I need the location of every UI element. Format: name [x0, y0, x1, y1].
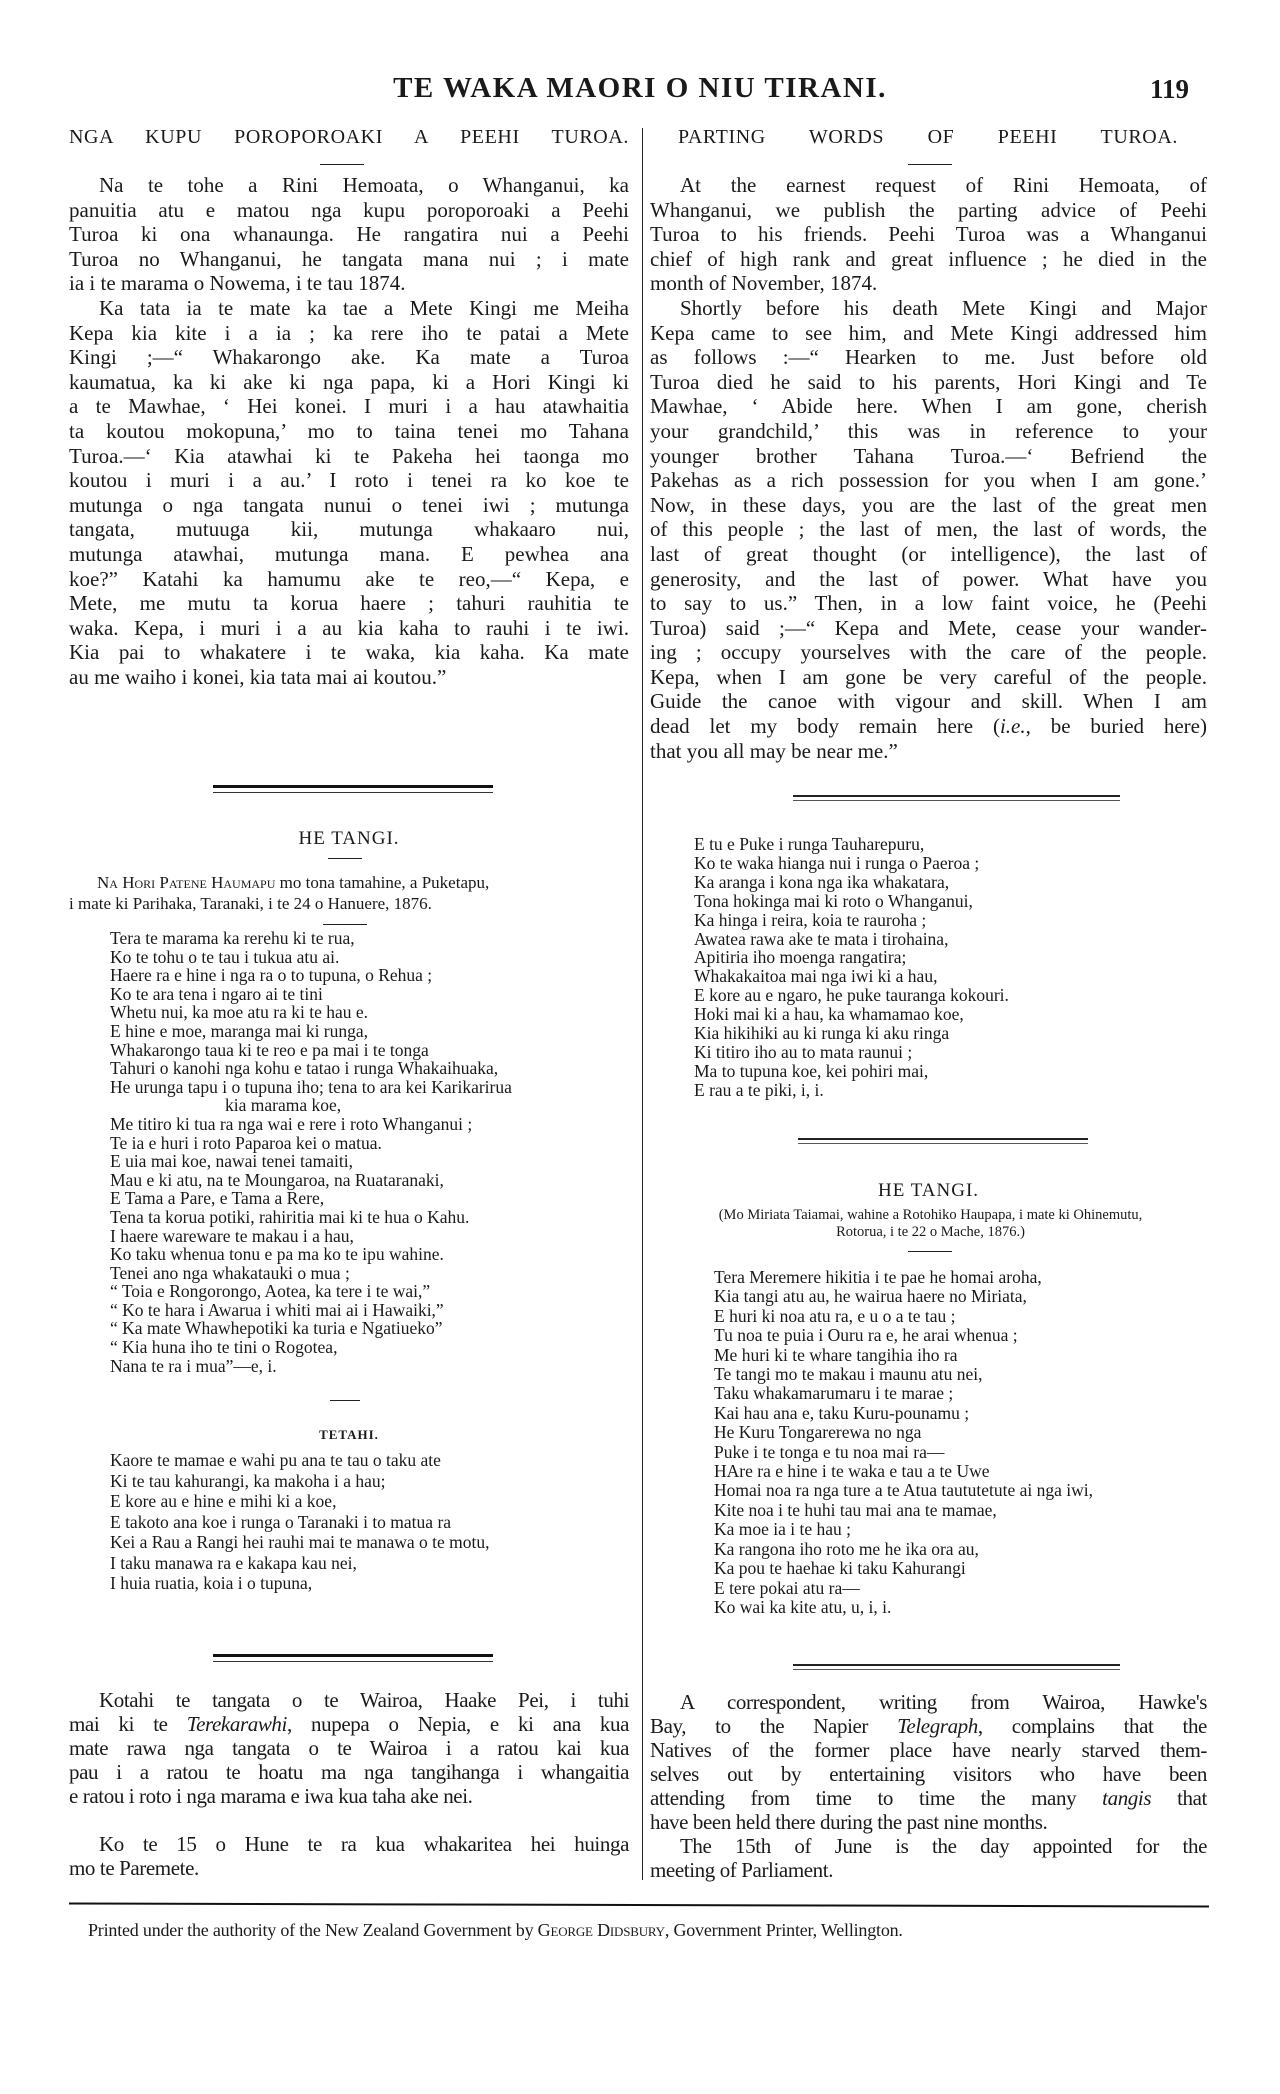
- poem-line: I huia ruatia, koia i o tupuna,: [110, 1573, 313, 1593]
- italic-text: i.e.: [999, 714, 1026, 739]
- short-rule: [908, 164, 952, 165]
- column-divider: [642, 128, 643, 1880]
- text-line: Whanganui, we publish the parting advice of Peehi: [650, 197, 1207, 222]
- section-double-rule: [213, 785, 493, 793]
- text-line: of this people ; the last of men, the last of words, the: [650, 517, 1207, 542]
- poem-line: HAre ra e hine i te waka e tau a te Uwe: [714, 1461, 990, 1482]
- text-line: chief of high rank and great influence ; he died in the: [650, 246, 1207, 271]
- poem-line: E uia mai koe, nawai tenei tamaiti,: [110, 1151, 353, 1172]
- poem-line: Ko wai ka kite atu, u, i, i.: [714, 1596, 892, 1617]
- poem-line: Ki te tau kahurangi, ka makoha i a hau;: [110, 1470, 386, 1491]
- poem-line: Hoki mai ki a hau, ka whamamao koe,: [694, 1004, 964, 1025]
- paragraph: [69, 296, 629, 690]
- article-body-english: [650, 173, 1207, 763]
- poem-subtitle: [652, 1207, 1209, 1241]
- poem-line: I taku manawa ra e kakapa kau nei,: [110, 1552, 357, 1573]
- text-line: mo te Paremete.: [69, 1856, 199, 1880]
- section-double-rule: [793, 795, 1120, 801]
- poem-line: E kore au e hine e mihi ki a koe,: [110, 1491, 337, 1511]
- poem-line: Me titiro ki tua ra nga wai e rere i roto Whanganui ;: [110, 1113, 473, 1134]
- text-line: Turoa died he said to his parents, Hori Kingi and Te: [650, 369, 1207, 394]
- poem-line: Homai noa ra nga ture a te Atua taututetute ai nga iwi,: [714, 1480, 1094, 1501]
- poem-lines: [714, 1268, 1093, 1617]
- masthead-title: TE WAKA MAORI O NIU TIRANI.: [393, 72, 887, 104]
- text-segment: , be buried here): [1025, 714, 1207, 739]
- text-line: mutunga o nga tangata nunui o tenei iwi ; mutunga: [69, 492, 629, 517]
- poem-line: Ma to tupuna koe, kei pohiri mai,: [694, 1060, 929, 1081]
- text-line: [650, 1714, 1207, 1738]
- paragraph: [69, 1832, 629, 1880]
- paragraph: [650, 173, 1207, 296]
- text-line: panuitia atu e matou nga kupu poroporoaki a Peehi: [69, 197, 629, 222]
- text-line: ta koutou mokopuna,’ mo to taina tenei mo Tahana: [69, 418, 629, 443]
- subtitle-text: Rotorua, i te 22 o Mache, 1876.): [836, 1224, 1025, 1240]
- text-line: waka. Kepa, i muri i a au kia kaha to rauhi i te iwi.: [69, 615, 629, 640]
- text-line: as follows :—“ Hearken to me. Just before old: [650, 345, 1207, 370]
- printer-imprint: [88, 1920, 903, 1941]
- paragraph: [650, 296, 1207, 763]
- poem-section-title: TETAHI.: [319, 1427, 379, 1442]
- footer-rule: [69, 1903, 1209, 1908]
- text-line: Kepa kia kite i a ia ; ka rere iho te patai a Mete: [69, 320, 629, 345]
- text-line: e ratou i roto i nga marama e iwa kua taha ake nei.: [69, 1784, 473, 1808]
- text-line: Na te tohe a Rini Hemoata, o Whanganui, ka: [99, 173, 629, 197]
- text-line: Turoa to his friends. Peehi Turoa was a Whanganui: [650, 222, 1207, 247]
- paragraph: [69, 1688, 629, 1808]
- poem-line: E Tama a Pare, e Tama a Rere,: [110, 1188, 325, 1209]
- poem-line: Ko te tohu o te tau i tukua atu ai.: [110, 946, 340, 967]
- text-line: [69, 1712, 629, 1736]
- poem-line: E tu e Puke i runga Tauharepuru,: [694, 834, 925, 854]
- notice-english: [650, 1690, 1207, 1882]
- text-line: that you all may be near me.”: [650, 738, 898, 763]
- text-line: Natives of the former place have nearly starved them-: [650, 1738, 1207, 1762]
- text-segment: , nupepa o Nepia, e ki ana kua: [286, 1712, 629, 1736]
- poem-line: Nana te ra i mua”—e, i.: [110, 1355, 277, 1376]
- poem-line: Kite noa i te huhi tau mai ana te mamae,: [714, 1499, 997, 1520]
- text-line: Shortly before his death Mete Kingi and Major: [680, 295, 1207, 320]
- poem-line: Whakakaitoa mai nga iwi ki a hau,: [694, 966, 938, 987]
- text-line: mate rawa nga tangata o te Wairoa i a ratou kai kua: [69, 1736, 629, 1760]
- text-line: mutunga atawhai, mutunga mana. E pewhea ana: [69, 541, 629, 566]
- poem-line: Kei a Rau a Rangi hei rauhi mai te manawa o te motu,: [110, 1532, 490, 1552]
- poem-line: E hine e moe, maranga mai ki runga,: [110, 1020, 369, 1041]
- poem-lines: [110, 929, 512, 1375]
- article-heading-english: PARTING WORDS OF PEEHI TUROA.: [678, 126, 1178, 148]
- poem-line: Te ia e huri i roto Paparoa kei o matua.: [110, 1132, 382, 1153]
- text-segment: mai ki te: [69, 1712, 187, 1736]
- text-line: selves out by entertaining visitors who have been: [650, 1762, 1207, 1786]
- text-line: Turoa) said ;—“ Kepa and Mete, cease your wander-: [650, 615, 1207, 640]
- poem-author: Na Hori Patene Haumapu: [97, 873, 276, 892]
- poem-line: Kaore te mamae e wahi pu ana te tau o taku ate: [110, 1450, 441, 1470]
- poem-line: Whetu nui, ka moe atu ra ki te hau e.: [110, 1002, 369, 1023]
- poem-line: Apitiria iho moenga rangatira;: [694, 947, 907, 968]
- poem-line: Ko te waka hianga nui i runga o Paeroa ;: [694, 852, 980, 873]
- text-segment: dead let my body remain here (: [650, 714, 1000, 739]
- text-segment: that: [1151, 1786, 1207, 1810]
- text-line: Kepa came to see him, and Mete Kingi addressed him: [650, 320, 1207, 345]
- text-line: Turoa.—‘ Kia atawhai ki te Pakeha hei taonga mo: [69, 443, 629, 468]
- poem-line: Ka pou te haehae ki taku Kahurangi: [714, 1558, 966, 1579]
- text-line: tangata, mutuuga kii, mutunga whakaaro nui,: [69, 517, 629, 542]
- poem-lines: [110, 1450, 490, 1594]
- section-double-rule: [798, 1138, 1088, 1144]
- text-line: last of great thought (or intelligence), the last of: [650, 541, 1207, 566]
- page-number: 119: [1150, 74, 1190, 104]
- poem-line: Me huri ki te whare tangihia iho ra: [714, 1344, 958, 1365]
- subtitle-text: (Mo Miriata Taiamai, wahine a Rotohiko Haupapa, i mate ki Ohinemutu,: [718, 1207, 1143, 1223]
- poem-line: kia marama koe,: [225, 1095, 342, 1116]
- text-line: Mete, me mutu ta korua haere ; tahuri rauhitia te: [69, 591, 629, 616]
- poem-line: I haere wareware te makau i a hau,: [110, 1225, 354, 1246]
- poem-line: Puke i te tonga e tu noa mai ra—: [714, 1441, 945, 1462]
- poem-line: Ki titiro iho au to mata raunui ;: [694, 1041, 913, 1062]
- text-line: Ko te 15 o Hune te ra kua whakaritea hei huinga: [99, 1832, 629, 1856]
- poem-line: Tera te marama ka rerehu ki te rua,: [110, 928, 355, 948]
- paragraph: [69, 173, 629, 296]
- text-line: Ka tata ia te mate ka tae a Mete Kingi me Meiha: [99, 295, 629, 320]
- poem-line: Whakarongo taua ki te reo e pa mai i te tonga: [110, 1039, 429, 1060]
- short-rule: [330, 1400, 360, 1401]
- poem-line: Awatea rawa ake te mata i tirohaina,: [694, 928, 949, 949]
- text-line: [650, 714, 1207, 739]
- text-line: koe?” Katahi ka hamumu ake te reo,—“ Kepa, e: [69, 566, 629, 591]
- imprint-text: Printed under the authority of the New Zealand Government by: [88, 1920, 538, 1940]
- poem-title: HE TANGI.: [877, 1180, 980, 1201]
- section-double-rule: [793, 1664, 1120, 1670]
- printer-name: George Didsbury: [537, 1920, 665, 1940]
- poem-line: Taku whakamarumaru i te marae ;: [714, 1383, 954, 1404]
- text-line: [69, 1688, 629, 1712]
- poem-line: E tere pokai atu ra—: [714, 1577, 860, 1598]
- text-line: Now, in these days, you are the last of the great men: [650, 492, 1207, 517]
- article-body-maori: [69, 173, 629, 689]
- text-line: ia i te marama o Nowema, i te tau 1874.: [69, 271, 406, 296]
- text-line: your grandchild,’ this was in reference to your: [650, 418, 1207, 443]
- italic-text: Terekarawhi: [186, 1712, 287, 1736]
- poem-line: Tu noa te puia i Ouru ra e, he arai whenua ;: [714, 1325, 1018, 1346]
- text-line: A correspondent, writing from Wairoa, Hawke's: [680, 1690, 1207, 1714]
- poem-line: E huri ki noa atu ra, e u o a te tau ;: [714, 1305, 956, 1326]
- short-rule: [320, 164, 364, 165]
- paragraph: [650, 1690, 1207, 1834]
- text-line: have been held there during the past nine months.: [650, 1810, 1048, 1834]
- poem-line: E rau a te piki, i, i.: [694, 1079, 824, 1100]
- text-segment: Bay, to the Napier: [650, 1714, 898, 1738]
- paragraph: [650, 1834, 1207, 1882]
- text-line: a te Mawhae, ‘ Hei konei. I muri i a hau atawhaitia: [69, 394, 629, 419]
- text-line: ing ; occupy yourselves with the care of the people.: [650, 640, 1207, 665]
- notice-maori: [69, 1688, 629, 1880]
- text-line: Turoa ki ona whanaunga. He rangatira nui a Peehi: [69, 222, 629, 247]
- poem-line: “ Toia e Rongorongo, Aotea, ka tere i te wai,”: [110, 1281, 431, 1302]
- short-rule: [328, 858, 362, 859]
- poem-line: Ka rangona iho roto me he ika ora au,: [714, 1538, 979, 1559]
- text-line: kaumatua, ka ki ake ki nga papa, ki a Hori Kingi ki: [69, 369, 629, 394]
- section-double-rule: [213, 1654, 493, 1662]
- poem-line: Haere ra e hine i nga ra o to tupuna, o Rehua ;: [110, 965, 433, 986]
- poem-line: Kia tangi atu au, he wairua haere no Miriata,: [714, 1286, 1027, 1307]
- text-line: younger brother Tahana Turoa.—‘ Befriend the: [650, 443, 1207, 468]
- poem-line: He urunga tapu i o tupuna iho; tena to ara kei Karikarirua: [110, 1076, 512, 1097]
- text-segment: , complains that the: [977, 1714, 1207, 1738]
- text-line: au me waiho i konei, kia tata mai ai koutou.”: [69, 664, 447, 689]
- italic-text: Telegraph: [897, 1714, 978, 1738]
- poem-line: Tera Meremere hikitia i te pae he homai aroha,: [714, 1267, 1042, 1287]
- text-line: Mawhae, ‘ Abide here. When I am gone, cherish: [650, 394, 1207, 419]
- poem-line: Ka aranga i kona nga ika whakatara,: [694, 871, 950, 892]
- poem-line: Ko te ara tena i ngaro ai te tini: [110, 983, 323, 1004]
- poem-line: Tenei ano nga whakatauki o mua ;: [110, 1262, 350, 1283]
- poem-lines-continued: [694, 835, 1009, 1100]
- italic-text: tangis: [1102, 1786, 1152, 1810]
- text-line: Kia pai to whakatere i te waka, kia kaha. Ka mate: [69, 640, 629, 665]
- poem-line: E kore au e ngaro, he puke tauranga kokouri.: [694, 985, 1009, 1006]
- poem-title: HE TANGI.: [298, 828, 400, 849]
- imprint-text: , Government Printer, Wellington.: [664, 1920, 903, 1940]
- poem-line: Te tangi mo te makau i maunu atu nei,: [714, 1364, 983, 1385]
- short-rule: [323, 924, 367, 925]
- text-line: Turoa no Whanganui, he tangata mana nui ; i mate: [69, 246, 629, 271]
- poem-line: Kia hikihiki au ki runga ki aku ringa: [694, 1023, 950, 1044]
- text-line: At the earnest request of Rini Hemoata, of: [680, 173, 1207, 197]
- text-line: Guide the canoe with vigour and skill. When I am: [650, 689, 1207, 714]
- text-line: Pakehas as a rich possession for you when I am gone.’: [650, 468, 1207, 493]
- short-rule: [908, 1251, 952, 1252]
- subtitle-text: i mate ki Parihaka, Taranaki, i te 24 o Hanuere, 1876.: [69, 894, 432, 913]
- text-line: Kepa, when I am gone be very careful of the people.: [650, 664, 1207, 689]
- text-line: koutou i muri i a au.’ I roto i tenei ra ko koe te: [69, 468, 629, 493]
- text-line: [650, 1786, 1207, 1810]
- text-segment: Kotahi te tangata o te Wairoa, Haake Pei, i tuhi: [99, 1688, 629, 1712]
- poem-line: Mau e ki atu, na te Moungaroa, na Ruataranaki,: [110, 1169, 444, 1190]
- poem-line: Ka hinga i reira, koia te rauroha ;: [694, 909, 927, 930]
- text-line: meeting of Parliament.: [650, 1858, 834, 1882]
- text-line: The 15th of June is the day appointed for the: [680, 1834, 1207, 1858]
- poem-line: Tahuri o kanohi nga kohu e tatao i runga Whakaihuaka,: [110, 1058, 499, 1079]
- poem-line: Ka moe ia i te hau ;: [714, 1519, 852, 1540]
- poem-line: E takoto ana koe i runga o Taranaki i to matua ra: [110, 1511, 452, 1532]
- text-segment: attending from time to time the many: [650, 1786, 1103, 1810]
- subtitle-text: mo tona tamahine, a Puketapu,: [275, 873, 490, 892]
- text-line: Kingi ;—“ Whakarongo ake. Ka mate a Turoa: [69, 345, 629, 370]
- text-line: month of November, 1874.: [650, 271, 878, 296]
- text-line: pau i a ratou te hoatu ma nga tangihanga i whangaitia: [69, 1760, 629, 1784]
- article-heading-maori: NGA KUPU POROPOROAKI A PEEHI TUROA.: [69, 126, 629, 148]
- poem-line: “ Ko te hara i Awarua i whiti mai ai i Hawaiki,”: [110, 1299, 444, 1320]
- poem-line: Kai hau ana e, taku Kuru-pounamu ;: [714, 1402, 970, 1423]
- poem-subtitle: [69, 872, 629, 914]
- text-line: to say to us.” Then, in a low faint voice, he (Peehi: [650, 591, 1207, 616]
- poem-line: “ Kia huna iho te tini o Rogotea,: [110, 1337, 338, 1358]
- text-line: generosity, and the last of power. What have you: [650, 566, 1207, 591]
- poem-line: He Kuru Tongarerewa no nga: [714, 1422, 922, 1443]
- poem-line: Tena ta korua potiki, rahiritia mai ki te hua o Kahu.: [110, 1206, 470, 1227]
- poem-line: “ Ka mate Whawhepotiki ka turia e Ngatiueko”: [110, 1318, 443, 1339]
- poem-line: Ko taku whenua tonu e pa ma ko te ipu wahine.: [110, 1244, 444, 1265]
- poem-line: Tona hokinga mai ki roto o Whanganui,: [694, 890, 973, 911]
